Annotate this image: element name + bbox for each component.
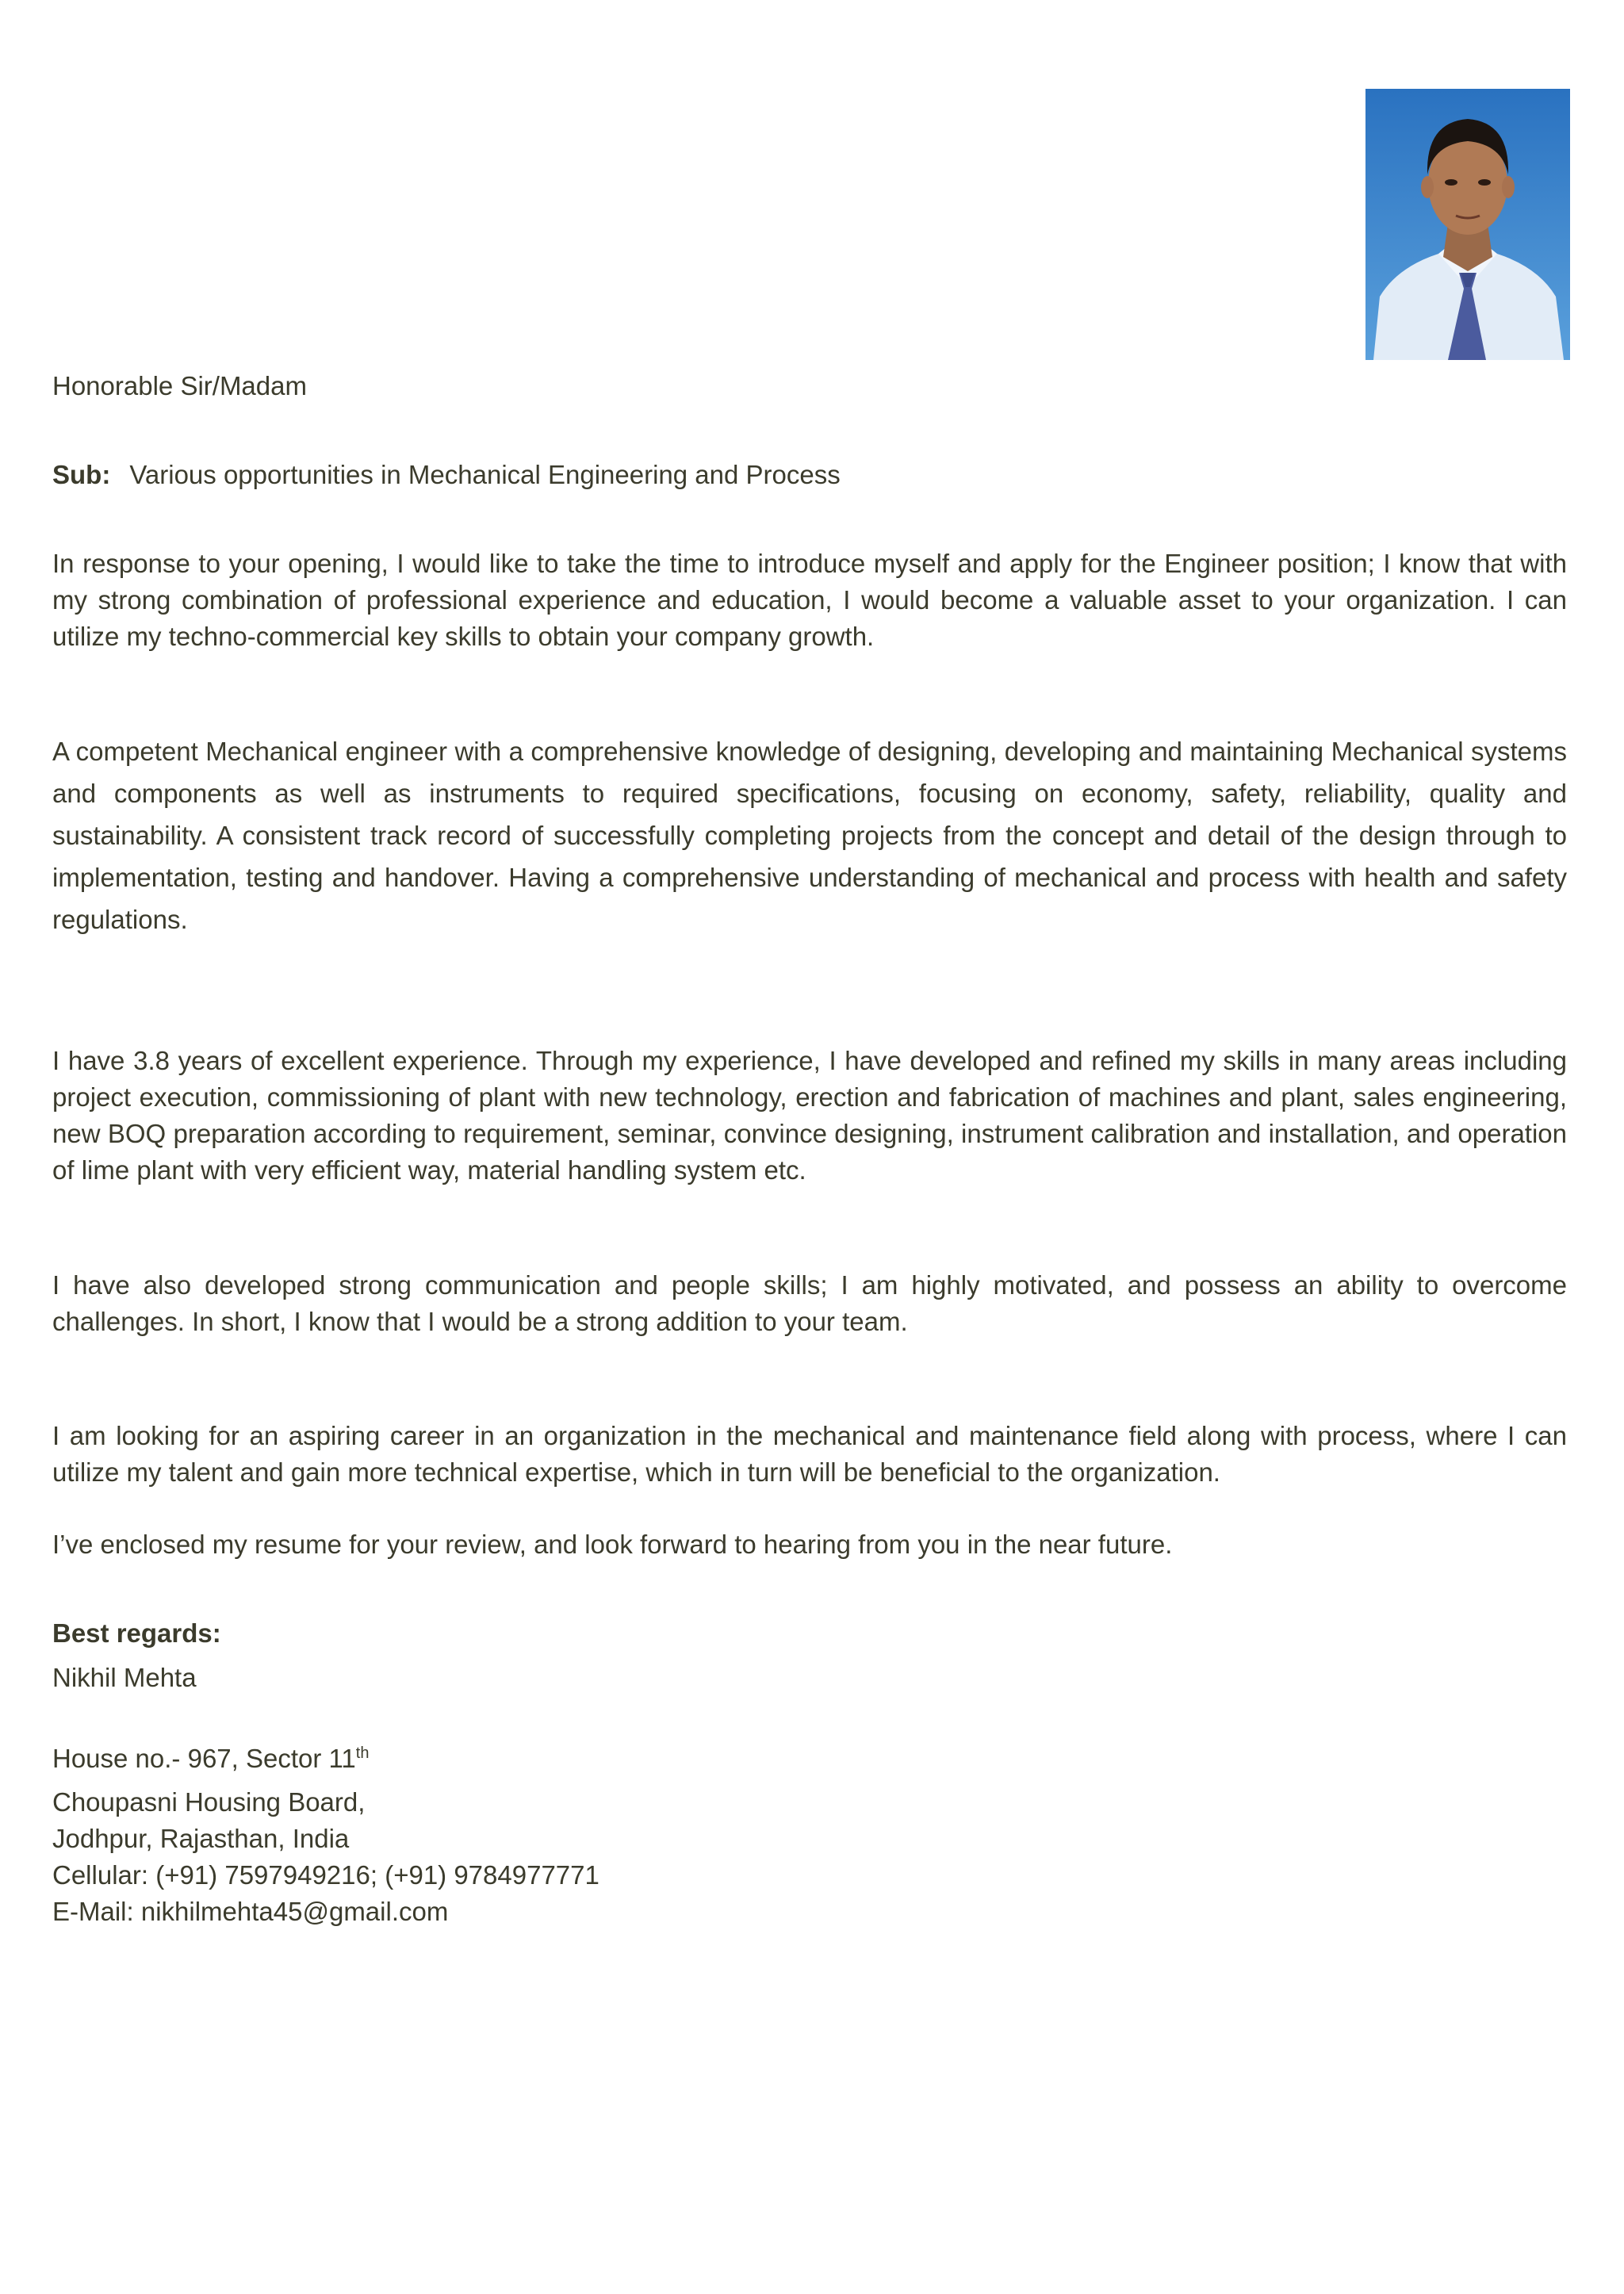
address-house-text: House no.- 967, Sector 11: [52, 1744, 356, 1773]
salutation: Honorable Sir/Madam: [52, 371, 307, 400]
subject-label: Sub:: [52, 460, 111, 489]
paragraph-introduction: In response to your opening, I would like to take the time to introduce myself and apply for the Engineer position; I know that with my strong combination of professional experience and education, I would become a valuable asset to your organization. I can utilize my techno-commercial key skills to obtain your company growth.: [52, 549, 1567, 651]
paragraph-profile: A competent Mechanical engineer with a comprehensive knowledge of designing, developing and maintaining Mechanical systems and components as well as instruments to required specifications, focusing on economy, safety, reliability, quality and sustainability. A consistent track record of successfully completing projects from the concept and detail of the design through to implementation, testing and handover. Having a comprehensive understanding of mechanical and process with health and safety regulations.: [52, 737, 1567, 934]
closing: Best regards:: [52, 1618, 221, 1648]
paragraph-enclosure: I’ve enclosed my resume for your review, and look forward to hearing from you in the near future.: [52, 1530, 1173, 1559]
paragraph-skills: I have also developed strong communication and people skills; I am highly motivated, and possess an ability to overcome challenges. In short, I know that I would be a strong addition to your team.: [52, 1270, 1567, 1336]
address-line-house: [52, 1741, 1567, 1777]
signatory-name: Nikhil Mehta: [52, 1663, 197, 1692]
paragraph-experience: I have 3.8 years of excellent experience. Through my experience, I have developed and refined my skills in many areas including project execution, commissioning of plant with new technology, erection and fabrication of machines and plant, sales engineering, new BOQ preparation according to requirement, seminar, convince designing, instrument calibration and installation, and operation of lime plant with very efficient way, material handling system etc.: [52, 1046, 1567, 1185]
contact-cellular: Cellular: (+91) 7597949216; (+91) 9784977771: [52, 1860, 599, 1890]
address-line-city: Jodhpur, Rajasthan, India: [52, 1824, 350, 1853]
subject-text: Various opportunities in Mechanical Engineering and Process: [129, 460, 841, 489]
profile-photo: [1365, 89, 1570, 360]
address-ordinal-suffix: th: [355, 1744, 370, 1762]
subject-line: [52, 457, 1567, 493]
address-block: [52, 1741, 1567, 1930]
person-portrait-icon: [1365, 89, 1570, 360]
address-line-area: Choupasni Housing Board,: [52, 1787, 366, 1817]
contact-email: E-Mail: nikhilmehta45@gmail.com: [52, 1897, 449, 1926]
paragraph-career-objective: I am looking for an aspiring career in an organization in the mechanical and maintenance field along with process, where I can utilize my talent and gain more technical expertise, which in turn will be beneficial to the organization.: [52, 1421, 1567, 1487]
